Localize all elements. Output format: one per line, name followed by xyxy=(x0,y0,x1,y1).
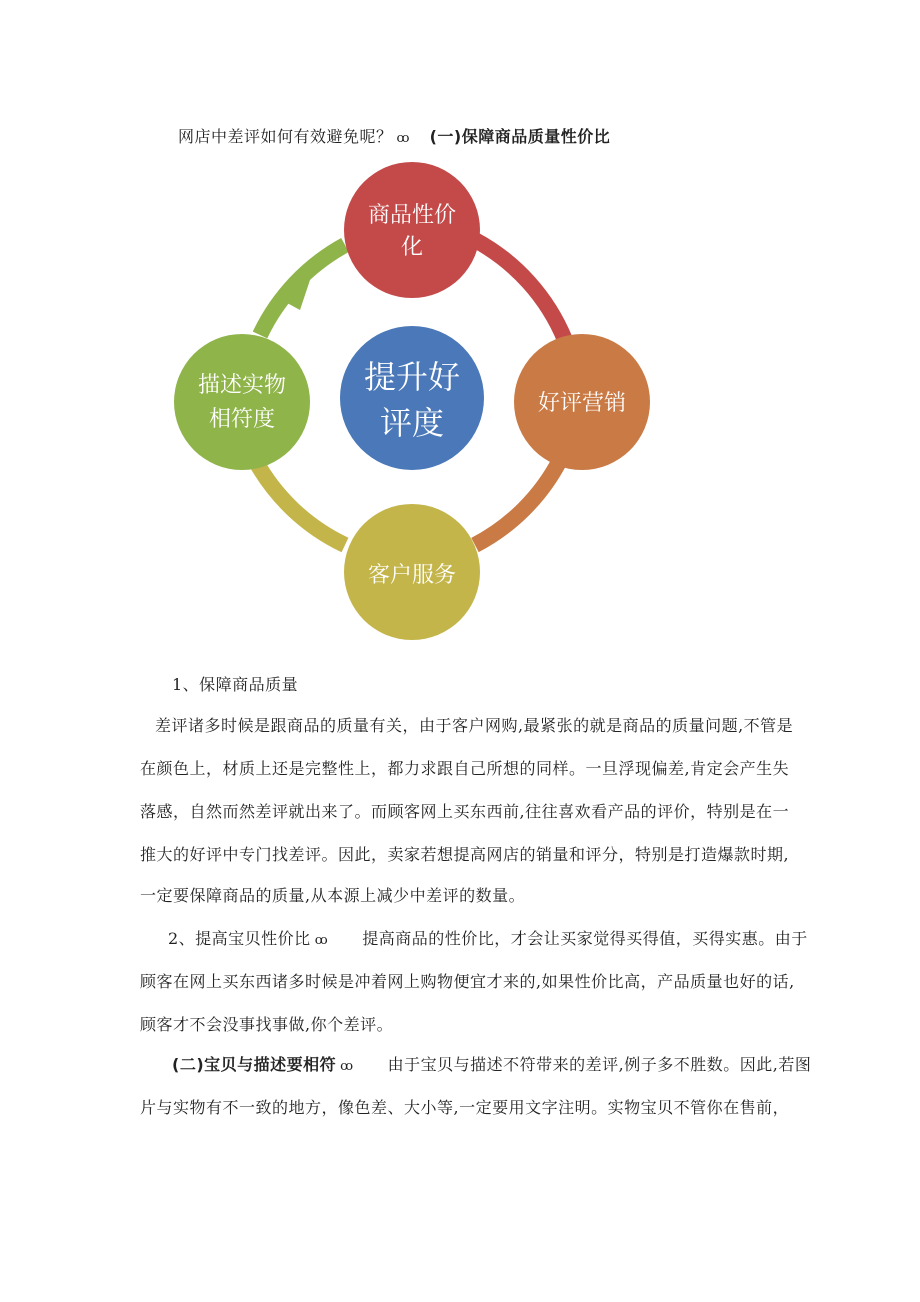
top-circle xyxy=(344,162,480,298)
section1-line-3: 落感，自然而然差评就出来了。而顾客网上买东西前,往往喜欢看产品的评价，特别是在一 xyxy=(140,802,790,821)
section1-title: 1、保障商品质量 xyxy=(172,675,299,694)
section2-text-1: 提高商品的性价比，才会让买家觉得买得值，买得实惠。由于 xyxy=(362,929,808,948)
section1-line-4: 推大的好评中专门找差评。因此，卖家若想提高网店的销量和评分，特别是打造爆款时期, xyxy=(140,845,790,864)
section1-line-5: 一定要保障商品的质量,从本源上减少中差评的数量。 xyxy=(140,886,526,905)
top-label-1: 商品性价 xyxy=(367,203,457,228)
rating-diagram xyxy=(150,150,670,650)
section2-title: 2、提高宝贝性价比 xyxy=(168,929,311,948)
arc-right-bottom xyxy=(475,460,560,545)
left-circle xyxy=(174,334,310,470)
paragraph-mark-icon: ꝏ xyxy=(314,933,329,948)
section-heading-1: (一)保障商品质量性价比 xyxy=(429,127,611,146)
top-label-2: 化 xyxy=(400,235,424,260)
section1-line-1: 差评诸多时候是跟商品的质量有关，由于客户网购,最紧张的就是商品的质量问题,不管是 xyxy=(155,716,794,735)
left-label-1: 描述实物 xyxy=(197,373,287,398)
center-circle xyxy=(340,326,484,470)
center-label-1: 提升好 xyxy=(363,358,461,396)
section2-first-line xyxy=(168,926,808,949)
center-label-2: 评度 xyxy=(379,404,445,442)
section2-line-2: 顾客在网上买东西诸多时候是冲着网上购物便宜才来的,如果性价比高，产品质量也好的话, xyxy=(140,972,795,991)
paragraph-mark-icon: ꝏ xyxy=(396,131,411,146)
right-label: 好评营销 xyxy=(537,391,627,416)
section-heading-2: (二)宝贝与描述要相符 xyxy=(172,1055,337,1074)
intro-line xyxy=(178,124,610,147)
bottom-label: 客户服务 xyxy=(367,563,457,588)
section2-line-3: 顾客才不会没事找事做,你个差评。 xyxy=(140,1015,394,1034)
paragraph-mark-icon: ꝏ xyxy=(340,1059,354,1074)
intro-question: 网店中差评如何有效避免呢？ xyxy=(178,127,393,146)
left-label-2: 相符度 xyxy=(208,407,276,432)
section1-line-2: 在颜色上，材质上还是完整性上，都力求跟自己所想的同样。一旦浮现偏差,肯定会产生失 xyxy=(140,759,790,778)
section3-first-line xyxy=(172,1052,811,1075)
section3-text-1: 由于宝贝与描述不符带来的差评,例子多不胜数。因此,若图 xyxy=(387,1055,812,1074)
arc-bottom-left xyxy=(255,460,345,545)
section3-line-2: 片与实物有不一致的地方，像色差、大小等,一定要用文字注明。实物宝贝不管你在售前， xyxy=(140,1098,790,1117)
arc-top-right xyxy=(475,240,565,340)
